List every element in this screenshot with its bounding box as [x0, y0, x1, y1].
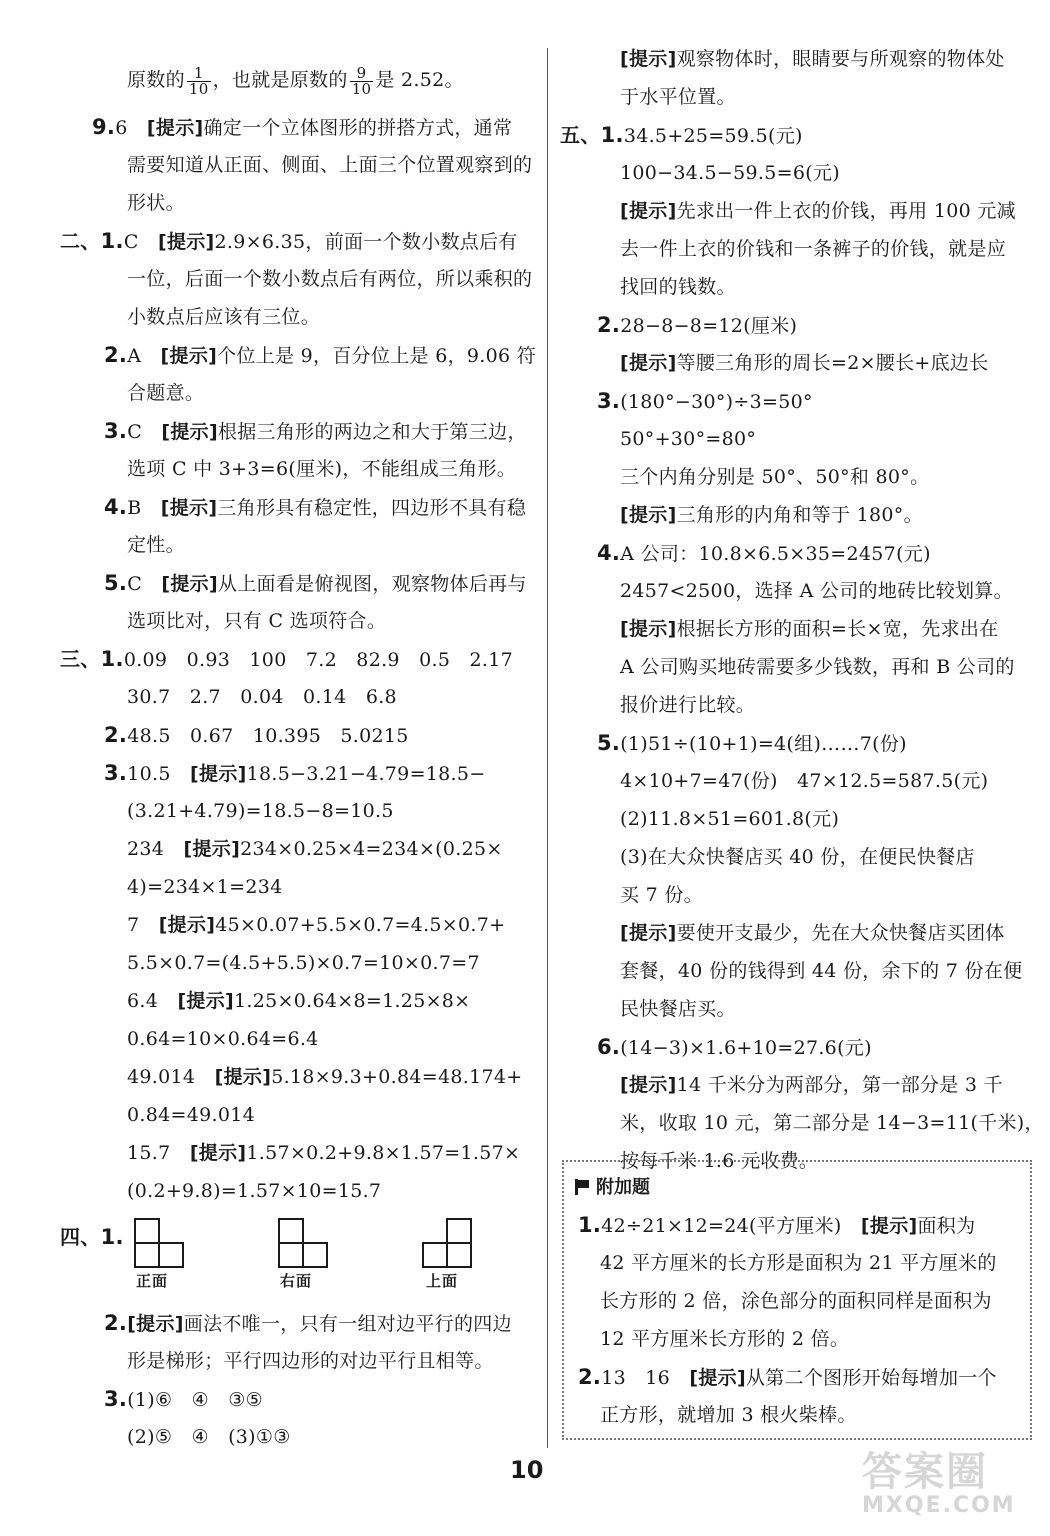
- s5-q5-line-1: 5.(1)51÷(10+1)=4(组)……7(份): [597, 731, 907, 755]
- s2-q1-line-3: 小数点后应该有三位。: [127, 306, 321, 328]
- right-line-1: [提示]观察物体时，眼睛要与所观察的物体处: [620, 48, 1005, 70]
- s5-q3-tip: [提示]三角形的内角和等于 180°。: [620, 504, 923, 526]
- s3-q1-line-1: 三、1.0.09 0.93 100 7.2 82.9 0.5 2.17: [60, 647, 514, 671]
- s3-q3-a5-line-2: 0.84=49.014: [127, 1104, 256, 1126]
- top-view-figure: [422, 1218, 474, 1270]
- s5-q6-tip: [提示]14 千米分为两部分，第一部分是 3 千: [620, 1074, 1003, 1096]
- s5-q5-tip: [提示]要使开支最少，先在大众快餐店买团体: [620, 922, 1005, 944]
- right-view-figure: [278, 1218, 330, 1270]
- s2-q4-line-1: 4.B [提示]三角形具有稳定性，四边形不具有稳: [104, 495, 527, 519]
- s5-q1-tip: [提示]先求出一件上衣的价钱，再用 100 元减: [620, 200, 1016, 222]
- s3-q3-a2-line-2: 4)=234×1=234: [127, 876, 283, 898]
- s5-q5-line-8: 民快餐店买。: [620, 998, 736, 1020]
- s5-q4-tip: [提示]根据长方形的面积=长×宽，先求出在: [620, 618, 999, 640]
- s5-q1-line-5: 找回的钱数。: [620, 276, 736, 298]
- fraction-nine-tenths: $\frac{9}{10}$: [351, 63, 372, 98]
- s3-q3-a4-line-1: 6.4 [提示]1.25×0.64×8=1.25×8×: [127, 990, 471, 1012]
- q9-line-3: 形状。: [127, 192, 185, 214]
- s5-q5-line-4: (3)在大众快餐店买 40 份，在便民快餐店: [620, 846, 975, 868]
- s5-q6-line-1: 6.(14−3)×1.6+10=27.6(元): [597, 1035, 872, 1059]
- s3-q3-a6-line-2: (0.2+9.8)=1.57×10=15.7: [127, 1180, 382, 1202]
- front-view-figure: [134, 1218, 186, 1270]
- s5-q4-line-4: A 公司购买地砖需要多少钱数，再和 B 公司的: [620, 656, 1015, 678]
- extra-q1-line-2: 42 平方厘米的长方形是面积为 21 平方厘米的: [600, 1252, 997, 1274]
- s5-q2-line-1: 2.28−8−8=12(厘米): [597, 313, 798, 337]
- extra-q2-line-1: 2.13 16 [提示]从第二个图形开始每增加一个: [578, 1365, 997, 1389]
- s4-q3-line-1: 3.(1)⑥ ④ ③⑤: [104, 1387, 263, 1411]
- s5-q5-line-7: 套餐，40 份的钱得到 44 份，余下的 7 份在便: [620, 960, 1023, 982]
- extra-q1-line-1: 1.42÷21×12=24(平方厘米) [提示]面积为: [578, 1213, 976, 1237]
- watermark-title: 答案圈: [862, 1449, 988, 1495]
- s5-q1-line-4: 去一件上衣的价钱和一条裤子的价钱，就是应: [620, 238, 1007, 260]
- extra-q2-line-2: 正方形，就增加 3 根火柴棒。: [600, 1404, 857, 1426]
- s4-q1-label: 四、1.: [60, 1225, 124, 1249]
- s5-q6-line-3: 米，收取 10 元，第二部分是 14−3=11(千米)，: [620, 1112, 1044, 1134]
- right-view-label: 右面: [280, 1272, 313, 1290]
- watermark: [862, 1450, 1016, 1518]
- flag-icon: [575, 1179, 592, 1195]
- s3-q2-line-1: 2.48.5 0.67 10.395 5.0215: [104, 723, 409, 747]
- s2-q2-line-1: 2.A [提示]个位上是 9，百分位上是 6，9.06 符: [104, 343, 537, 367]
- s4-q2-line-2: 形是梯形；平行四边形的对边平行且相等。: [127, 1350, 494, 1372]
- s5-q1-line-1: 五、1.34.5+25=59.5(元): [560, 123, 803, 147]
- s5-q6-line-4: 按每千米 1.6 元收费。: [620, 1150, 819, 1172]
- s5-q2-tip: [提示]等腰三角形的周长=2×腰长+底边长: [620, 352, 989, 374]
- s3-q3-a1-line-1: 3.10.5 [提示]18.5−3.21−4.79=18.5−: [104, 761, 486, 785]
- extra-q1-line-3: 长方形的 2 倍，涂色部分的面积同样是面积为: [600, 1290, 992, 1312]
- s3-q3-a2-line-1: 234 [提示]234×0.25×4=234×(0.25×: [127, 838, 503, 860]
- s5-q5-line-3: (2)11.8×51=601.8(元): [620, 808, 840, 830]
- s3-q1-line-2: 30.7 2.7 0.04 0.14 6.8: [127, 686, 397, 708]
- s3-q3-a5-line-1: 49.014 [提示]5.18×9.3+0.84=48.174+: [127, 1066, 523, 1088]
- s5-q5-line-5: 买 7 份。: [620, 884, 703, 906]
- s2-q5-line-1: 5.C [提示]从上面看是俯视图，观察物体后再与: [104, 571, 527, 595]
- s5-q4-line-1: 4.A 公司：10.8×6.5×35=2457(元): [597, 541, 931, 565]
- s2-q1-line-1: 二、1.C [提示]2.9×6.35，前面一个数小数点后有: [60, 229, 518, 253]
- s5-q4-line-2: 2457<2500，选择 A 公司的地砖比较划算。: [620, 580, 1013, 602]
- q9-line-2: 需要知道从正面、侧面、上面三个位置观察到的: [127, 154, 533, 176]
- extra-q1-line-4: 12 平方厘米长方形的 2 倍。: [600, 1328, 850, 1350]
- s3-q3-a4-line-2: 0.64=10×0.64=6.4: [127, 1028, 319, 1050]
- s4-q3-line-2: (2)⑤ ④ (3)①③: [127, 1426, 291, 1448]
- extra-questions-title: 附加题: [575, 1176, 650, 1200]
- s2-q3-line-1: 3.C [提示]根据三角形的两边之和大于第三边，: [104, 419, 527, 443]
- s3-q3-a1-line-2: (3.21+4.79)=18.5−8=10.5: [127, 800, 394, 822]
- watermark-url: MXQE.COM: [862, 1493, 1016, 1518]
- s2-q2-line-2: 合题意。: [127, 382, 205, 404]
- page-number: 10: [510, 1456, 544, 1484]
- front-view-label: 正面: [136, 1272, 169, 1290]
- s5-q1-line-2: 100−34.5−59.5=6(元): [620, 162, 840, 184]
- q9-line-1: 9.6 [提示]确定一个立体图形的拼搭方式，通常: [92, 115, 513, 139]
- s2-q3-line-2: 选项 C 中 3+3=6(厘米)，不能组成三角形。: [127, 458, 517, 480]
- s5-q4-line-5: 报价进行比较。: [620, 694, 756, 716]
- s3-q3-a6-line-1: 15.7 [提示]1.57×0.2+9.8×1.57=1.57×: [127, 1142, 521, 1164]
- s5-q5-line-2: 4×10+7=47(份) 47×12.5=587.5(元): [620, 770, 989, 792]
- fraction-one-tenth: $\frac{1}{10}$: [188, 63, 209, 98]
- right-line-2: 于水平位置。: [620, 86, 736, 108]
- s5-q3-line-2: 50°+30°=80°: [620, 428, 757, 450]
- s2-q5-line-2: 选项比对，只有 C 选项符合。: [127, 610, 387, 632]
- line-fraction: 原数的 $\frac{1}{10}$ ，也就是原数的 $\frac{9}{10}$ 是 2.52。: [127, 63, 464, 98]
- column-divider: [547, 48, 548, 1448]
- s2-q4-line-2: 定性。: [127, 534, 185, 556]
- s5-q3-line-1: 3.(180°−30°)÷3=50°: [597, 389, 813, 413]
- top-view-label: 上面: [426, 1272, 459, 1290]
- s5-q3-line-3: 三个内角分别是 50°、50°和 80°。: [620, 466, 930, 488]
- s2-q1-line-2: 一位，后面一个数小数点后有两位，所以乘积的: [127, 268, 533, 290]
- s3-q3-a3-line-1: 7 [提示]45×0.07+5.5×0.7=4.5×0.7+: [127, 914, 506, 936]
- s3-q3-a3-line-2: 5.5×0.7=(4.5+5.5)×0.7=10×0.7=7: [127, 952, 480, 974]
- s4-q2-line-1: 2.[提示]画法不唯一，只有一组对边平行的四边: [104, 1311, 512, 1335]
